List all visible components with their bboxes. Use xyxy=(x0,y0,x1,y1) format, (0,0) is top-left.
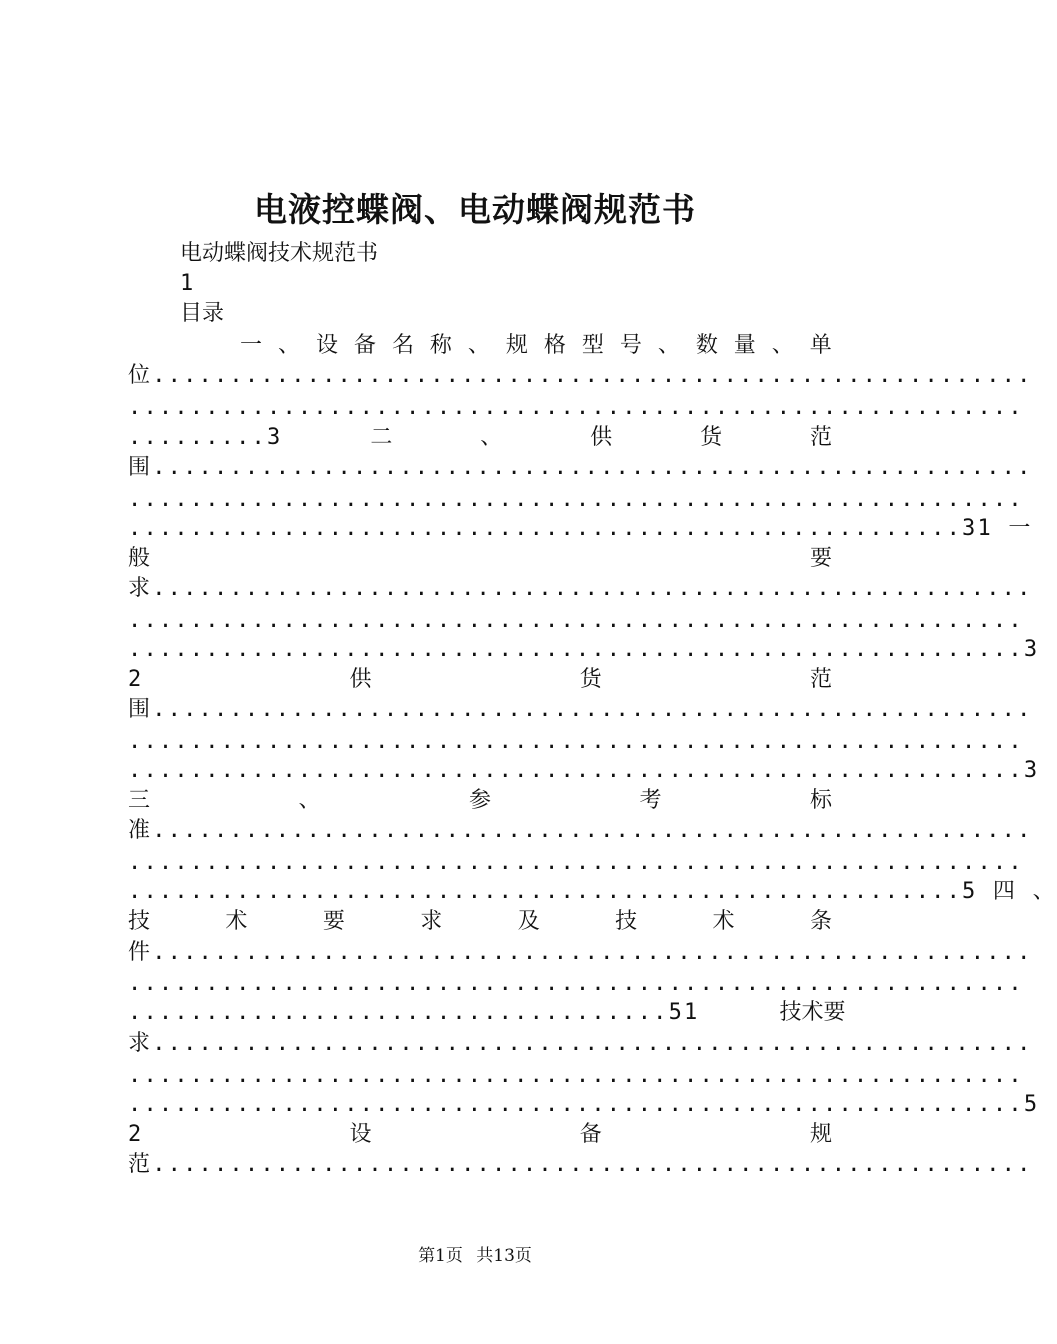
toc-text-segment: 及 xyxy=(517,909,540,934)
toc-line: 求......................................................... xyxy=(128,576,1033,601)
toc-text-segment: 、 xyxy=(298,788,321,813)
toc-text-segment: 货 xyxy=(579,667,602,692)
toc-line xyxy=(128,998,846,1028)
toc-text-segment: 设 xyxy=(349,1122,372,1147)
toc-line xyxy=(128,665,832,695)
toc-text-segment: 号 xyxy=(619,333,642,358)
toc-text-segment: 二 xyxy=(370,425,393,450)
toc-line: ..........................................................3 xyxy=(128,637,1040,662)
toc-text-segment: 术 xyxy=(712,909,735,934)
toc-text-segment: 2 xyxy=(128,1122,142,1147)
toc-text-segment: 、 xyxy=(277,333,300,358)
toc-text-segment: 标 xyxy=(809,788,832,813)
toc-text-segment: 单 xyxy=(809,333,832,358)
toc-text-segment: 要 xyxy=(823,1000,846,1025)
toc-text-segment: 规 xyxy=(809,1122,832,1147)
toc-text-segment: 格 xyxy=(543,333,566,358)
toc-text-segment: 量 xyxy=(733,333,756,358)
document-title: 电液控蝶阀、电动蝶阀规范书 xyxy=(254,190,696,229)
toc-text-segment: 2 xyxy=(128,667,142,692)
toc-text-segment: 求 xyxy=(420,909,443,934)
toc-text-segment: 要 xyxy=(809,546,832,571)
toc-line xyxy=(240,331,832,361)
toc-text-segment: 参 xyxy=(468,788,491,813)
page-footer xyxy=(0,1241,950,1266)
toc-text-segment: 、 xyxy=(467,333,490,358)
toc-line: 位......................................................... xyxy=(128,363,1033,388)
toc-text-segment: 供 xyxy=(590,425,613,450)
toc-text-segment: 称 xyxy=(429,333,452,358)
toc-line xyxy=(128,786,832,816)
toc-leader: ...................................51 xyxy=(128,1000,700,1025)
toc-text-segment: 规 xyxy=(505,333,528,358)
toc-line: 准......................................................... xyxy=(128,818,1033,843)
toc-line xyxy=(128,907,832,937)
toc-text-segment: 数 xyxy=(695,333,718,358)
toc-line: ......................................................31 一 xyxy=(128,516,1033,541)
toc-line: .......................................................... xyxy=(128,850,1024,875)
toc-text-segment: 货 xyxy=(700,425,723,450)
total-pages: 共13页 xyxy=(476,1246,532,1266)
toc-text-segment: 一 xyxy=(240,333,263,358)
toc-text-segment: 范 xyxy=(809,667,832,692)
toc-line xyxy=(128,544,832,574)
toc-line xyxy=(128,423,832,453)
toc-text-segment: 技 xyxy=(779,1000,802,1025)
toc-line: .......................................................... xyxy=(128,971,1024,996)
toc-text-segment: 条 xyxy=(809,909,832,934)
toc-line: .......................................................... xyxy=(128,1063,1024,1088)
toc-line: 范......................................................... xyxy=(128,1152,1033,1177)
toc-text-segment: 型 xyxy=(581,333,604,358)
toc-text-segment: 术 xyxy=(801,1000,824,1025)
toc-text-segment: 般 xyxy=(128,546,151,571)
toc-line: .......................................................... xyxy=(128,608,1024,633)
toc-text-segment: 三 xyxy=(128,788,151,813)
toc-text-segment: 要 xyxy=(322,909,345,934)
toc-line: .......................................................... xyxy=(128,395,1024,420)
toc-text-segment: 技 xyxy=(128,909,151,934)
toc-text-segment: 备 xyxy=(353,333,376,358)
toc-text-segment: 、 xyxy=(771,333,794,358)
subtitle: 电动蝶阀技术规范书 xyxy=(180,241,379,266)
toc-line: 件......................................................... xyxy=(128,940,1033,965)
toc-line: 围......................................................... xyxy=(128,455,1033,480)
toc-text-segment: 技 xyxy=(615,909,638,934)
toc-line: 求......................................................... xyxy=(128,1031,1033,1056)
toc-text-segment: 名 xyxy=(391,333,414,358)
toc-text-segment: 范 xyxy=(809,425,832,450)
toc-text-segment: 设 xyxy=(315,333,338,358)
page-number-line: 1 xyxy=(180,271,194,296)
toc-text-segment: 供 xyxy=(349,667,372,692)
page-indicator: 第1页 xyxy=(418,1246,463,1266)
toc-text-segment: 备 xyxy=(579,1122,602,1147)
toc-line: ..........................................................5 xyxy=(128,1092,1040,1117)
toc-heading: 目录 xyxy=(180,301,225,326)
toc-line: .......................................................... xyxy=(128,729,1024,754)
toc-line: ......................................................5 四 、 xyxy=(128,879,1057,904)
toc-text-segment: 、 xyxy=(480,425,503,450)
toc-text-segment: .........3 xyxy=(128,425,283,450)
toc-line: .......................................................... xyxy=(128,487,1024,512)
toc-text-segment: 术 xyxy=(225,909,248,934)
toc-line xyxy=(128,1120,832,1150)
toc-line: 围......................................................... xyxy=(128,697,1033,722)
toc-text-segment: 考 xyxy=(639,788,662,813)
toc-line: ..........................................................3 xyxy=(128,758,1040,783)
toc-text-segment: 、 xyxy=(657,333,680,358)
